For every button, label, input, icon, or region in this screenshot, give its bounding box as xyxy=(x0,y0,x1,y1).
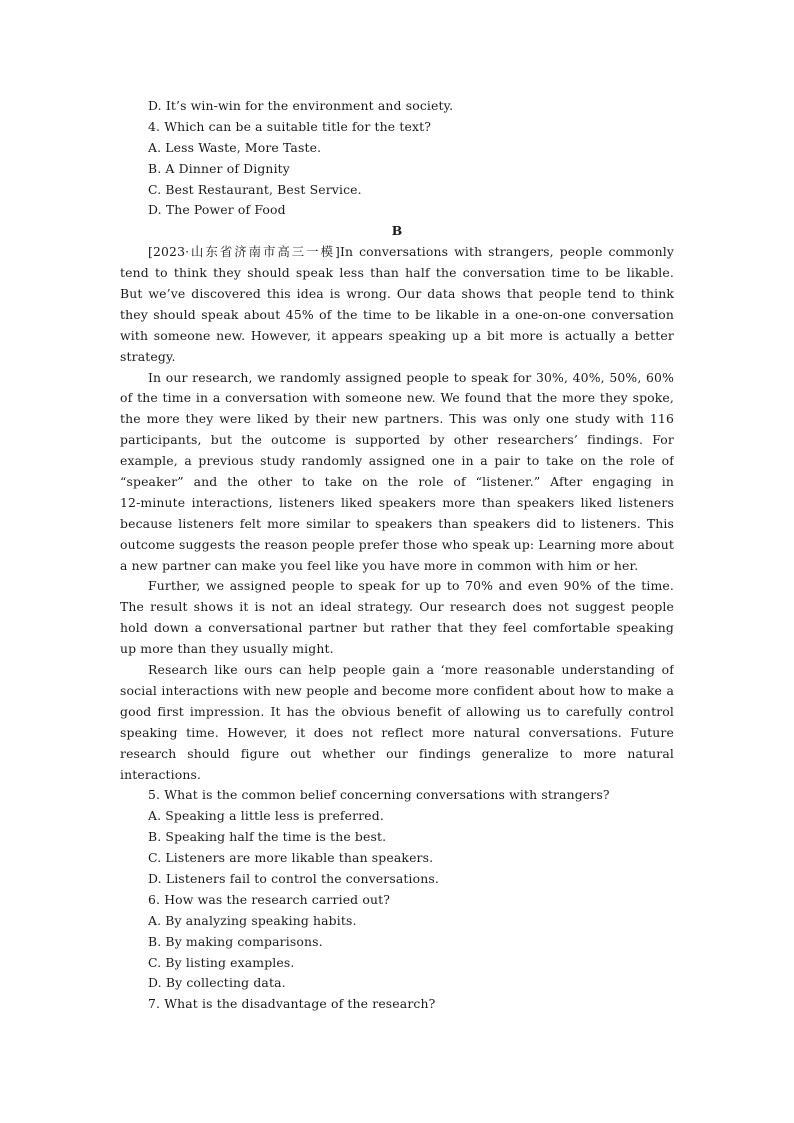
q6-option-d: D. By collecting data. xyxy=(148,975,286,991)
p2-line: outcome suggests the reason people prefer those who speak up: Learning more about xyxy=(120,536,674,552)
q5-option-a: A. Speaking a little less is preferred. xyxy=(148,808,384,824)
p3-line: Further, we assigned people to speak for up to 70% and even 90% of the time. xyxy=(148,578,674,594)
document-page xyxy=(120,96,674,1015)
q4-stem: 4. Which can be a suitable title for the text? xyxy=(148,118,432,134)
q5-stem: 5. What is the common belief concerning conversations with strangers? xyxy=(148,787,610,803)
p2-line: 12-minute interactions, listeners liked speakers more than speakers liked listeners xyxy=(120,494,674,510)
p2-line: because listeners felt more similar to speakers than speakers did to listeners. This xyxy=(120,515,674,531)
p4-line: interactions. xyxy=(120,766,202,782)
p1-line: But we’ve discovered this idea is wrong. Our data shows that people tend to think xyxy=(120,286,674,302)
q4-option-c: C. Best Restaurant, Best Service. xyxy=(148,181,362,197)
p2-line: of the time in a conversation with someone new. We found that the more they spoke, xyxy=(120,390,674,406)
p3-line: The result shows it is not an ideal strategy. Our research does not suggest people xyxy=(120,599,674,615)
q4-option-a: A. Less Waste, More Taste. xyxy=(148,139,322,155)
p1-line: tend to think they should speak less than half the conversation time to be likable. xyxy=(120,265,674,281)
q7-stem: 7. What is the disadvantage of the research? xyxy=(148,996,436,1012)
p1-line: with someone new. However, it appears speaking up a bit more is actually a better xyxy=(120,327,674,343)
p4-line: good first impression. It has the obvious benefit of allowing us to carefully control xyxy=(120,703,674,719)
p2-line: “speaker” and the other to take on the role of “listener.” After engaging in xyxy=(120,474,674,490)
p2-line: In our research, we randomly assigned people to speak for 30%, 40%, 50%, 60% xyxy=(148,369,674,385)
p4-line: research should figure out whether our findings generalize to more natural xyxy=(120,745,674,761)
q6-option-c: C. By listing examples. xyxy=(148,954,295,970)
q3-option-d: D. It’s win-win for the environment and society. xyxy=(148,98,454,113)
section-label: B xyxy=(391,223,403,239)
p2-line: a new partner can make you feel like you have more in common with him or her. xyxy=(120,557,639,573)
q6-option-b: B. By making comparisons. xyxy=(148,933,323,949)
p2-line: example, a previous study randomly assigned one in a pair to take on the role of xyxy=(120,453,674,469)
q4-option-d: D. The Power of Food xyxy=(148,202,286,218)
p2-line: participants, but the outcome is supported by other researchers’ findings. For xyxy=(120,432,674,448)
p1-line: [2023·山东省济南市高三一模]In conversations with strangers, people commonly xyxy=(148,244,674,260)
q5-option-b: B. Speaking half the time is the best. xyxy=(148,829,387,845)
q5-option-c: C. Listeners are more likable than speakers. xyxy=(148,850,434,866)
p3-line: hold down a conversational partner but rather that they feel comfortable speaking xyxy=(120,620,674,636)
p1-line: they should speak about 45% of the time to be likable in a one-on-one conversation xyxy=(120,306,674,322)
p2-line: the more they were liked by their new partners. This was only one study with 116 xyxy=(120,411,674,427)
p4-line: social interactions with new people and become more confident about how to make a xyxy=(120,682,674,698)
p3-line: up more than they usually might. xyxy=(120,641,334,657)
q5-option-d: D. Listeners fail to control the conversations. xyxy=(148,870,439,886)
q4-option-b: B. A Dinner of Dignity xyxy=(148,160,290,176)
p4-line: Research like ours can help people gain a ‘more reasonable understanding of xyxy=(148,662,674,678)
q6-stem: 6. How was the research carried out? xyxy=(148,891,391,907)
p1-line: strategy. xyxy=(120,348,176,364)
q6-option-a: A. By analyzing speaking habits. xyxy=(148,912,357,928)
p4-line: speaking time. However, it does not reflect more natural conversations. Future xyxy=(120,724,674,740)
